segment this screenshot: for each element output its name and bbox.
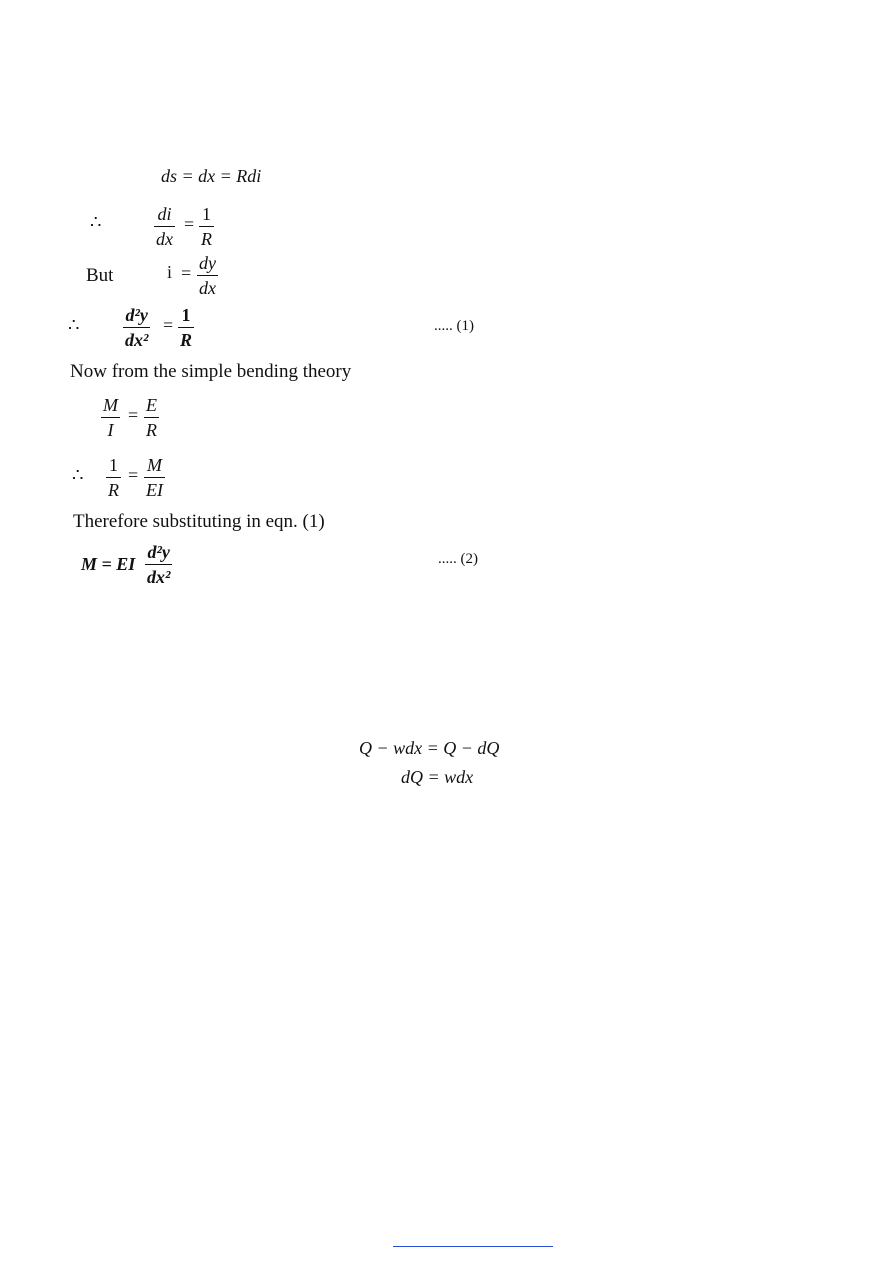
denominator-dx: dx: [197, 275, 218, 300]
equation-shear-1: Q − wdx = Q − dQ: [359, 738, 500, 758]
fraction-M-EI: [144, 453, 165, 502]
equals-sign: =: [184, 214, 195, 234]
denominator-EI: EI: [144, 477, 165, 502]
text-bending-theory: Now from the simple bending theory: [70, 361, 352, 382]
denominator-I: I: [101, 417, 120, 442]
numerator-1: 1: [109, 455, 118, 475]
fraction-1-R: [199, 202, 214, 251]
fraction-di-dx: [154, 202, 175, 251]
fraction-dy-dx: [197, 251, 218, 300]
equation-shear-2: dQ = wdx: [401, 767, 474, 787]
numerator-E: E: [146, 395, 157, 415]
therefore-symbol: ∴: [90, 212, 102, 232]
equation-ds-dx-rdi: ds = dx = Rdi: [161, 166, 262, 186]
fraction-d2y-dx2: [145, 540, 172, 589]
denominator-R: R: [199, 226, 214, 251]
denominator-R: R: [178, 327, 194, 352]
numerator-1: 1: [202, 204, 211, 224]
numerator-M: M: [103, 395, 118, 415]
fraction-1-R: [106, 453, 121, 502]
i-symbol: i: [167, 262, 173, 282]
numerator-1: 1: [181, 305, 191, 325]
equation-number-1: ..... (1): [434, 318, 474, 334]
equals-sign: =: [163, 315, 174, 335]
denominator-R: R: [144, 417, 159, 442]
equation-M-equals-EI: M = EI: [81, 554, 136, 574]
fraction-E-R: [144, 393, 159, 442]
denominator-dx2: dx²: [123, 327, 150, 352]
fraction-1-R: [178, 303, 194, 352]
equals-sign: =: [181, 263, 192, 283]
equals-sign: =: [128, 465, 139, 485]
denominator-dx: dx: [154, 226, 175, 251]
therefore-symbol: ∴: [72, 465, 84, 485]
footer-link-underline[interactable]: [393, 1246, 553, 1247]
numerator-d2y: d²y: [125, 305, 148, 325]
equals-sign: =: [128, 405, 139, 425]
numerator-M: M: [147, 455, 162, 475]
numerator-d2y: d²y: [147, 542, 170, 562]
numerator-dy: dy: [199, 253, 216, 273]
therefore-symbol: ∴: [68, 315, 80, 335]
fraction-d2y-dx2: [123, 303, 150, 352]
but-label: But: [86, 265, 114, 286]
fraction-M-I: [101, 393, 120, 442]
text-substituting: Therefore substituting in eqn. (1): [73, 511, 325, 532]
equation-number-2: ..... (2): [438, 551, 478, 567]
denominator-R: R: [106, 477, 121, 502]
denominator-dx2: dx²: [145, 564, 172, 589]
numerator-di: di: [157, 204, 172, 224]
